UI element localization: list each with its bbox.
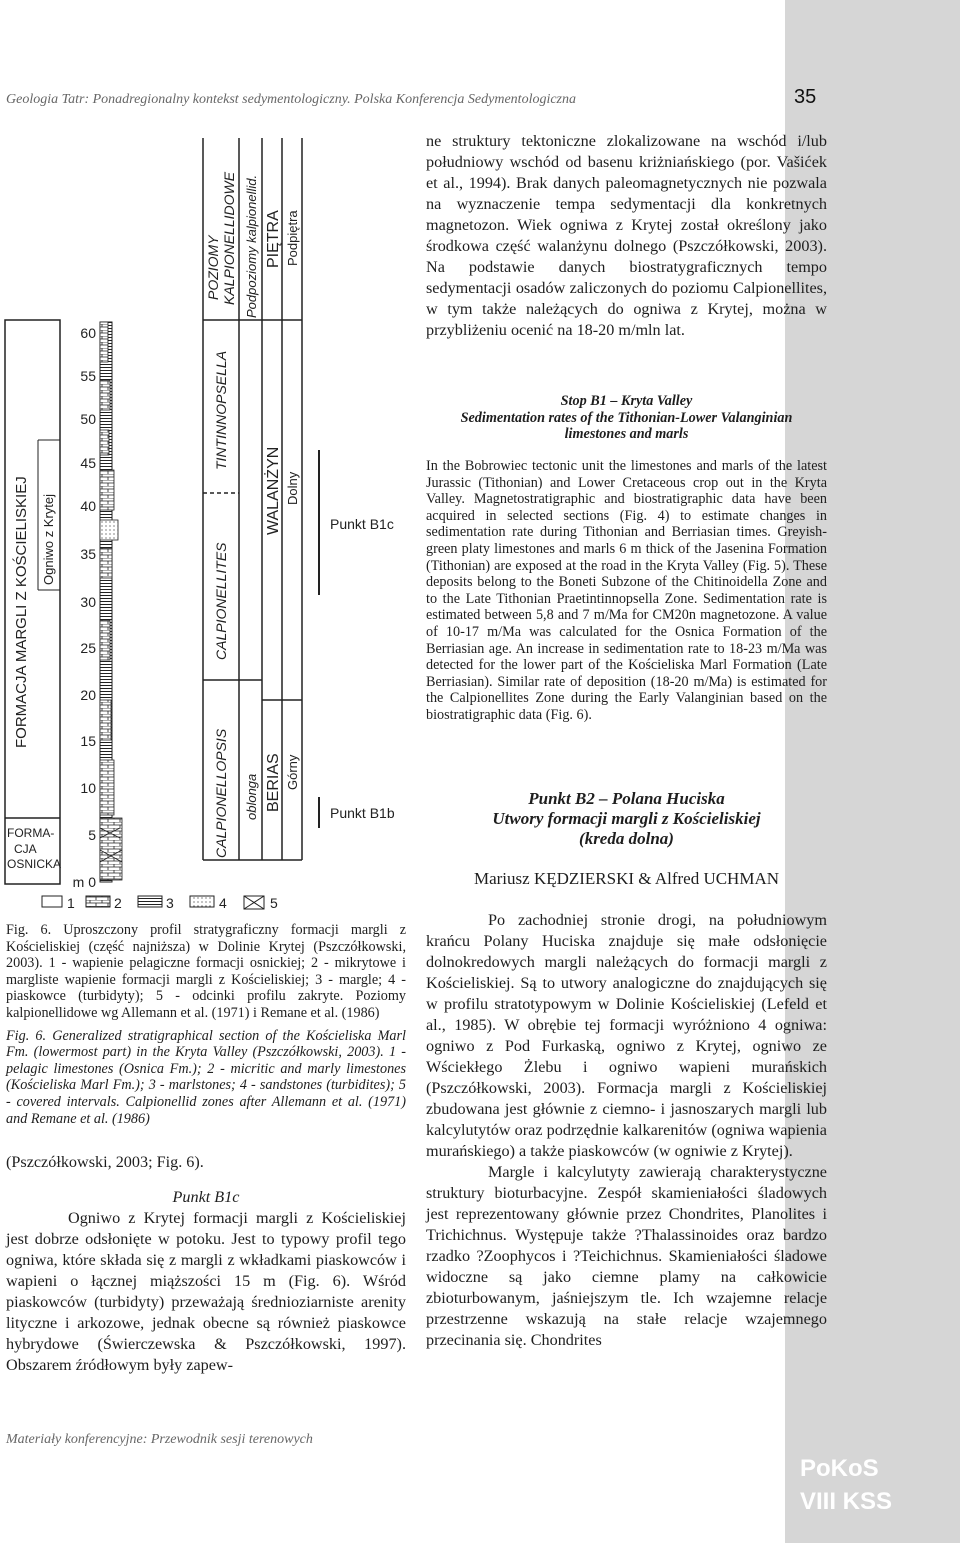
running-header: Geologia Tatr: Ponadregionalny kontekst sedymentologiczny. Polska Konferencja Sedymentologiczna [6,92,577,107]
running-footer: Materiały konferencyjne: Przewodnik sesji terenowych [6,1432,313,1447]
caption-pl: Fig. 6. Uproszczony profil stratygraficzny formacji margli z Kościeliskiej (część najniższa) w Dolinie Krytej (Pszczółkowski, 2003). 1 - wapienie pelagiczne formacji osnickiej; 2 - mikrytowe i margliste wapienie formacji margli z Kościeliskiej; 3 - margle; 4 - piaskowce (turbidyty); 5 - odcinki profilu zakryte. Poziomy kalpionellidowe wg Allemann et al. (1971) i Remane et al. (1986) [6,922,406,1021]
stop-b1-title: Stop B1 – Kryta Valley [560,393,693,409]
side-tab-line1: PoKoS [800,1455,879,1482]
osnica-label: FORMA-CJA OSNICKA [7,826,62,871]
svg-text:50: 50 [80,411,96,427]
left-column-text [6,1152,406,1376]
b2-title-1: Punkt B2 – Polana Huciska [528,789,725,808]
svg-text:m 0: m 0 [72,874,96,890]
stop-b1-heading [426,393,827,443]
substage-dolny: Dolny [285,471,300,505]
paragraph-b1c: Ogniwo z Krytej formacji margli z Kościeliskiej jest dobrze odsłonięte w potoku. Jest to typowy profil tego ogniwa, które składa się z margli z wkładkami piaskowców i wapieni o łącznej miąższości 15 m (Fig. 6). Wśród piaskowców (turbidyty) przeważają średnioziarniste arenity lityczne i arkozowe, jednak obecne są również piaskowce hybrydowe (Świerczewska & Pszczółkowski, 1997). Obszarem źródłowym były zapew- [6,1209,406,1374]
svg-text:1: 1 [67,895,75,911]
subzones-header: Podpoziomy kalpionellid. [244,174,259,318]
b2-title-3: (kreda dolna) [579,829,674,848]
authors [426,868,827,889]
stratigraphic-figure [0,128,410,918]
b2-heading [426,789,827,849]
svg-text:25: 25 [80,640,96,656]
substage-gorny: Górny [285,754,300,790]
zones-header-2: KALPIONELLIDOWE [221,171,237,305]
stop-b1-subtitle-2: limestones and marls [564,426,689,443]
caption-en: Fig. 6. Generalized stratigraphical section of the Kościeliska Marl Fm. (lowermost part) in the Kryta Valley (Pszczółkowski, 2003). 1 - pelagic limestones (Osnica Fm.); 2 - micritic and marly limestones (Kościeliska Marl Fm.); 3 - marlstones; 4 - sandstones (turbidites); 5 - covered intervals. Calpionellid zones after Allemann et al. (1971) and Remane et al. (1986) [6,1027,406,1127]
svg-text:15: 15 [80,733,96,749]
figure-legend [42,895,278,911]
stage-berias: BERIAS [265,753,282,812]
formation-label: FORMACJA MARGLI Z KOŚCIELISKIEJ [13,476,30,748]
side-tab-line2: VIII KSS [800,1488,893,1515]
zone-calpionellopsis: CALPIONELLOPSIS [213,728,229,858]
substages-header: Podpiętra [285,210,300,266]
side-tab-label [800,1452,950,1518]
figure-caption [6,922,406,1133]
svg-text:30: 30 [80,594,96,610]
section-heading-b1c: Punkt B1c [172,1188,240,1206]
page-number: 35 [794,86,817,108]
svg-text:5: 5 [88,827,96,843]
svg-text:45: 45 [80,455,96,471]
zones-header-1: POZIOMY [205,235,221,300]
continuation-line: (Pszczółkowski, 2003; Fig. 6). [6,1153,204,1171]
svg-text:10: 10 [80,780,96,796]
zone-calpionellites: CALPIONELLITES [213,542,229,660]
marker-b1c: Punkt B1c [330,516,394,532]
right-column-text [426,131,827,341]
svg-text:35: 35 [80,546,96,562]
authors-line: Mariusz KĘDZIERSKI & Alfred UCHMAN [473,869,780,888]
zone-tintinnopsella: TINTINNOPSELLA [213,350,229,470]
marker-b1b: Punkt B1b [330,805,395,821]
member-label: Ogniwo z Krytej [41,493,56,585]
depth-scale [73,325,97,890]
svg-text:2: 2 [114,895,122,911]
stop-b1-subtitle-1: Sedimentation rates of the Tithonian-Lower Valanginian [460,409,793,426]
english-summary [426,458,827,724]
subzone-oblonga: oblonga [244,773,259,820]
svg-text:20: 20 [80,687,96,703]
svg-text:55: 55 [80,368,96,384]
b2-body [426,910,827,1351]
svg-text:4: 4 [219,895,227,911]
stage-walanzyn: WALANŻYN [265,446,282,535]
b2-paragraph-1: Po zachodniej stronie drogi, na południowym krańcu Polany Huciska znajduje się małe odsłonięcie dolnokredowych margli należących do formacji margli z Kościeliskiej. Są to utwory analogiczne do znajdujących się w profilu stratotypowym w Dolinie Kościeliskiej (Lefeld et al., 1985). W obrębie tej formacji wyróżniono 4 ogniwa: ogniwo z Pod Furkaską, ogniwo z Krytej, ogniwo ze Wściekłego Żlebu i ogniwo wapieni murańskich (Pszczółkowski, 2003). Formacja margli z Kościeliskiej zbudowana jest głównie z ciemno- i jasnoszarych margli lub kalcylutytów oraz podrzędnie kalkarenitów (ogniwa wapienia murańskiego) a także piaskowców (w ogniwie z Krytej). [426,911,827,1160]
svg-text:40: 40 [80,498,96,514]
stages-header: PIĘTRA [265,210,282,268]
svg-text:5: 5 [270,895,278,911]
lithologic-column [100,322,122,882]
svg-text:3: 3 [166,895,174,911]
b2-paragraph-2: Margle i kalcylutyty zawierają charakterystyczne struktury bioturbacyjne. Zespół skamieniałości śladowych jest reprezentowany głównie przez Chondrites, Planolites i Trichichnus. Występuje także ?Thalassinoides oraz bardzo rzadko ?Zoophycos i ?Teichichnus. Skamieniałości śladowe widoczne są jako ciemne plamy na całkowicie zbioturbowanym, jaśniejszym tle. Ich wzajemne relacje przestrzenne wskazują na stałe relacje wzajemnego przecinania się. Chondrites [426,1163,827,1349]
paragraph-continuation: ne struktury tektoniczne zlokalizowane na wschód i/lub południowy wschód od basenu kriżniańskiego (por. Vašićek et al., 1994). Brak danych paleomagnetycznych nie pozwala na wyznaczenie tempa sedymentacji dla konkretnych magnetozon. Wiek ogniwa z Krytej został określony jako środkowa część walanżynu dolnego (Pszczółkowski, 2003). Na podstawie danych biostratygraficznych tempo sedymentacji osadów zaliczonych do poziomu Calpionellites, w tym także należących do ogniwa z Krytej, można w przybliżeniu ocenić na 18-20 m/mln lat. [426,132,827,339]
b2-title-2: Utwory formacji margli z Kościeliskiej [492,809,761,828]
english-paragraph: In the Bobrowiec tectonic unit the limestones and marls of the latest Jurassic (Tithonian) and Lower Cretaceous crop out in the Kryta Valley. Magnetostratigraphic and biostratigraphic data have been acquired in selected sections (Fig. 4) to estimate changes in sedimentation rate during Tithonian and Berriasian times. Greyish-green platy limestones and marls 6 m thick of the Jasenina Formation (Tithonian) are exposed at the road in the Kryta Valley (Fig. 5). These deposits belong to the Boneti Subzone of the Chitinoidella Zone and to the Late Tithonian Praetintinnopsella Zone. Sedimentation rate is estimated between 5,8 and 7 m/Ma for CM20n magnetozone. A value of 10-17 m/Ma was calculated for the Osnica Formation of the Berriasian age. An increase in sedimentation rate to 18-23 m/Ma was detected for the lower part of the Kościeliska Marl Formation (Late Berriasian). Similar rate of deposition (18-20 m/Ma) is estimated for the Calpionellites Zone during the Early Valanginian based on the biostratigraphic data (Fig. 6). [426,458,827,723]
svg-text:60: 60 [80,325,96,341]
